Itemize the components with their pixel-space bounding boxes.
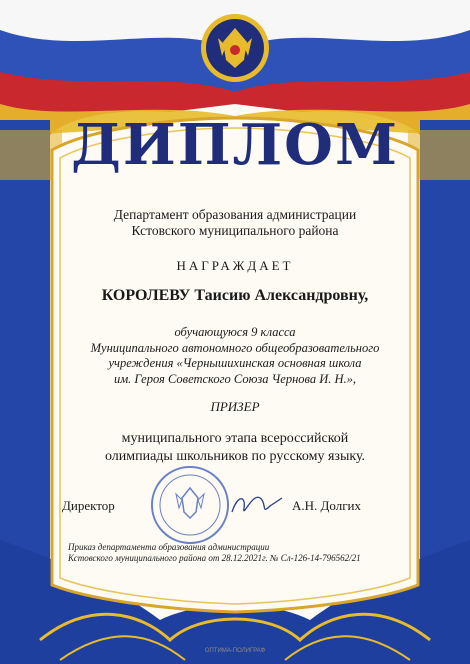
organization-line: Департамент образования администрации bbox=[113, 207, 357, 222]
order-reference bbox=[68, 542, 388, 564]
recipient-details bbox=[0, 325, 470, 387]
award-status: ПРИЗЕР bbox=[210, 399, 260, 414]
coat-of-arms-emblem bbox=[201, 14, 269, 82]
diploma-title: ДИПЛОМ bbox=[71, 112, 399, 178]
achievement-line: олимпиады школьников по русскому языку. bbox=[104, 449, 366, 464]
details-line: им. Героя Советского Союза Чернова И. Н.», bbox=[113, 371, 357, 386]
signer-role: Директор bbox=[62, 498, 115, 513]
order-line: Приказ департамента образования администрации bbox=[68, 542, 270, 552]
order-line: Кстовского муниципального района от 28.12.2021г. № Сл-126-14-796562/21 bbox=[68, 553, 361, 563]
achievement-line: муниципального этапа всероссийской bbox=[121, 431, 349, 446]
award-verb: НАГРАЖДАЕТ bbox=[176, 258, 294, 273]
signer-name: А.Н. Долгих bbox=[292, 498, 361, 513]
recipient-name: КОРОЛЕВУ Таисию Александровну, bbox=[101, 287, 369, 304]
issuing-organization bbox=[0, 207, 470, 239]
details-line: обучающуюся 9 класса bbox=[174, 325, 296, 339]
details-line: Муниципального автономного общеобразовательного bbox=[90, 340, 380, 355]
organization-line: Кстовского муниципального района bbox=[131, 223, 339, 238]
printer-note: ОПТИМА-ПОЛИГРАФ bbox=[204, 648, 266, 654]
details-line: учреждения «Чернышихинская основная школа bbox=[108, 356, 362, 370]
achievement-description bbox=[0, 430, 470, 466]
